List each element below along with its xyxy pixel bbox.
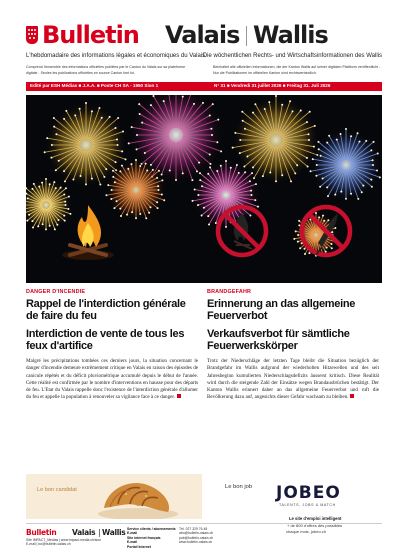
article-headline: Rappel de l'interdiction générale de faire du feu: [26, 298, 186, 322]
footer-label: Service clients / abonnements: [127, 527, 176, 531]
fireworks-hero-image: [26, 95, 382, 283]
footer-contact-values: [179, 527, 239, 545]
article-kicker: BRANDGEFAHR: [207, 289, 252, 295]
article-kicker: DANGER D'INCENDIE: [26, 289, 86, 295]
article-body: [207, 358, 379, 402]
footer-line: E-mail | bo@bulletin-valais.ch: [26, 542, 71, 547]
title-divider: [246, 26, 247, 46]
article-subheadline: Interdiction de vente de tous les feux d'artifice: [26, 328, 185, 352]
jobeo-line2: + de 800 d'offres dès possibles: [287, 523, 343, 528]
croissant-image: [26, 474, 202, 519]
footer: [26, 523, 382, 548]
blurb-german: Beinhaltet alle offiziellen Informationen, die der Kanton Wallis auf seiner digitalen Plattform veröffentlicht - Nur die Publikationen im offiziellen Kanton sind rechtsverbindlich.: [213, 65, 381, 75]
footer-label: E-mail: [127, 531, 138, 536]
blurb-french: Comprend l'ensemble des informations officielles publiées par le Canton du Valais sur sa plateforme digitale - Seules les publications officielles en source Canton font foi.: [26, 65, 186, 75]
article-body-text: Malgré les précipitations tombées ces derniers jours, la situation concernant le danger d'incendie demeure extrêmement critique en Valais en raison des épisodes de canicule répétés et du déficit pluviométrique accumulé depuis le début de l'année. Cette réalité est confirmée par le nombre d'interventions en hausse pour des départs de feu. L'Etat du Valais rappelle donc l'existence de l'interdiction générale d'allumer du feu et appelle la population à renouveler sa vigilance face à ce danger.: [26, 358, 198, 401]
article-headline: Erinnerung an das allgemeine Feuerverbot: [207, 298, 356, 322]
footer-brand-bulletin: Bulletin: [26, 528, 57, 537]
jobeo-line3: chaque mois. jobeo.ch: [286, 529, 327, 534]
advertisement-candidate[interactable]: [26, 474, 202, 519]
footer-label: Portail Internet: [127, 544, 151, 549]
subtitle-german: Die wöchentlichen Rechts- und Wirtschaftsinformationen des Wallis: [202, 53, 382, 59]
ad-label-job: Le bon job: [225, 484, 253, 490]
title-wallis: Wallis: [253, 21, 328, 49]
article-french: [26, 289, 198, 402]
footer-contact-left: [26, 538, 121, 547]
end-mark-icon: [177, 394, 181, 398]
publisher-info: Edité par ESH Médias ■ J.A.A. ■ Poste CH SA - 1950 Sion 1: [30, 83, 159, 88]
valais-crest-icon: [26, 26, 38, 44]
footer-value[interactable]: www.bulletin-valais.ch: [179, 540, 213, 545]
article-body: [26, 358, 198, 402]
footer-value[interactable]: pub@bulletin-valais.ch: [179, 535, 214, 540]
footer-divider: [99, 529, 100, 537]
end-mark-icon: [350, 394, 354, 398]
fireworks-illustration: [26, 95, 382, 283]
article-body-text: Trotz der Niederschläge der letzten Tage bleibt die Situation bezüglich der Brandgefahr im Wallis aufgrund der wiederholten Hitzewellen und des seit Jahresbeginn kumulierten Niederschlagsdefizits äusserst kritisch. Diese Realität wird durch die steigende Zahl der Einsätze wegen Brandausbrüchen bestätigt. Der Kanton Wallis erinnert daher an das allgemeine Feuerverbot und ruft die Bevölkerung dazu auf, angesichts dieser Gefahr wachsam zu bleiben.: [207, 358, 379, 401]
subtitle-french: L'hebdomadaire des informations légales et économiques du Valais: [26, 53, 206, 59]
edition-info-bar: [26, 82, 382, 91]
article-subheadline: Verkaufsverbot für sämtliche Feuerwerkskörper: [207, 328, 350, 352]
jobeo-line1: Le site d'emploi intelligent: [289, 516, 342, 521]
footer-line: Site IMPACT_Médias | www.impact-media.ch/sion: [26, 538, 102, 542]
article-german: [207, 289, 379, 402]
issue-date-info: N° 31 ■ Vendredi 31 juillet 2026 ■ Freitag 31. Juli 2026: [214, 83, 331, 88]
ad-label-candidate: Le bon candidat: [37, 487, 77, 493]
jobeo-logo: JOBEO: [276, 483, 341, 503]
footer-value[interactable]: Tél. 027 329 76 48: [179, 527, 208, 531]
jobeo-tagline: TALENTS, JOBS & MATCH: [279, 503, 336, 507]
footer-label: E-mail: [127, 540, 138, 545]
footer-label: Site internet français: [127, 535, 161, 540]
footer-brand-wallis: Wallis: [102, 528, 126, 537]
title-valais: Valais: [165, 21, 240, 49]
title-bulletin: Bulletin: [42, 21, 139, 49]
footer-brand-valais: Valais: [72, 528, 96, 537]
footer-value[interactable]: abo@bulletin-valais.ch: [179, 531, 214, 536]
